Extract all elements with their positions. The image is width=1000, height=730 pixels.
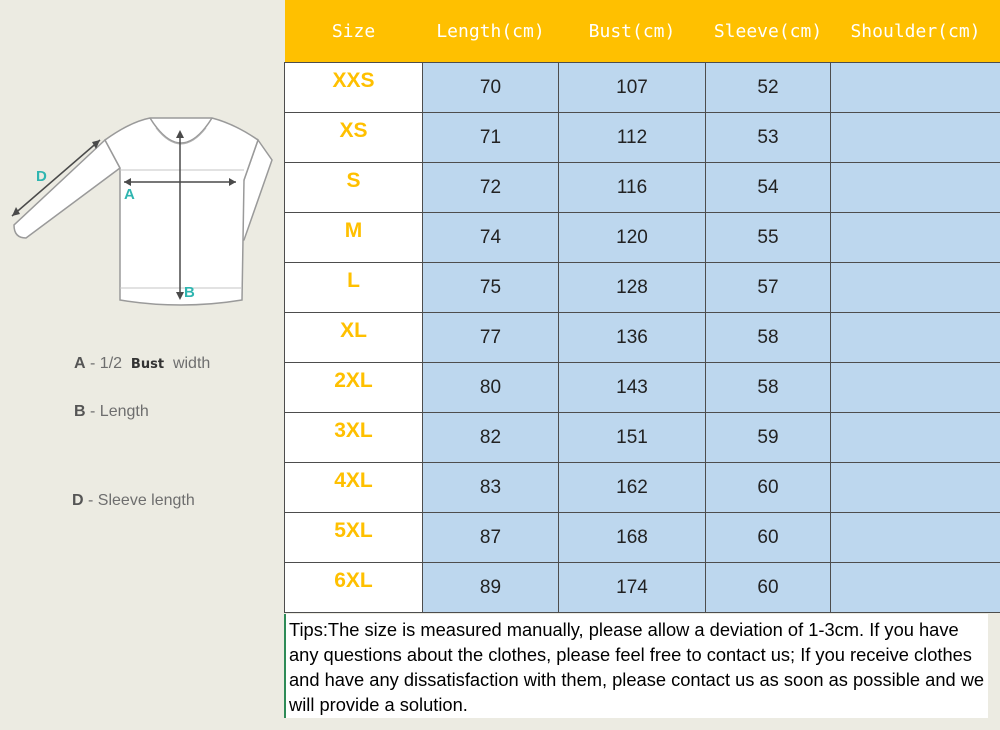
label-b: B [184, 284, 195, 301]
size-label: 6XL [285, 563, 423, 613]
label-a: A [124, 186, 135, 203]
sleeve-value: 54 [706, 163, 831, 213]
sleeve-value: 58 [706, 363, 831, 413]
table-row [285, 363, 1000, 413]
table-row [285, 263, 1000, 313]
table-header-row [285, 0, 1000, 63]
size-label: 5XL [285, 513, 423, 563]
length-value: 74 [423, 213, 559, 263]
bust-value: 120 [559, 213, 706, 263]
legend-key: A [74, 355, 86, 372]
sleeve-value: 59 [706, 413, 831, 463]
bust-value: 143 [559, 363, 706, 413]
length-value: 72 [423, 163, 559, 213]
legend-text: - 1/2 [90, 355, 123, 372]
table-row [285, 313, 1000, 363]
table-row [285, 563, 1000, 613]
sleeve-value: 60 [706, 463, 831, 513]
bust-value: 162 [559, 463, 706, 513]
header-length: Length(cm) [423, 0, 559, 63]
length-value: 75 [423, 263, 559, 313]
shoulder-value [831, 413, 1000, 463]
shoulder-value [831, 563, 1000, 613]
label-d: D [36, 168, 47, 185]
length-value: 83 [423, 463, 559, 513]
size-label: M [285, 213, 423, 263]
table-row [285, 63, 1000, 113]
shoulder-value [831, 63, 1000, 113]
shoulder-value [831, 163, 1000, 213]
bust-value: 128 [559, 263, 706, 313]
bust-value: 168 [559, 513, 706, 563]
table-row [285, 513, 1000, 563]
legend-key: D [72, 492, 84, 509]
bust-value: 116 [559, 163, 706, 213]
length-value: 71 [423, 113, 559, 163]
table-row [285, 213, 1000, 263]
sleeve-value: 60 [706, 513, 831, 563]
legend-bold-word: Bust [130, 357, 165, 372]
table-row [285, 413, 1000, 463]
size-label: 2XL [285, 363, 423, 413]
legend-text: - Length [90, 403, 149, 420]
length-value: 82 [423, 413, 559, 463]
shirt-diagram [0, 100, 284, 320]
header-sleeve: Sleeve(cm) [706, 0, 831, 63]
size-label: XXS [285, 63, 423, 113]
legend-text: width [172, 355, 211, 372]
size-label: L [285, 263, 423, 313]
tips-text: Tips:The size is measured manually, please allow a deviation of 1-3cm. If you have any questions about the clothes, please feel free to contact us; If you receive clothes and have any dissatisfaction with them, please contact us as soon as possible and we will provide a solution. [284, 614, 988, 718]
shoulder-value [831, 513, 1000, 563]
sleeve-value: 55 [706, 213, 831, 263]
table-body [285, 63, 1000, 613]
length-value: 80 [423, 363, 559, 413]
length-value: 89 [423, 563, 559, 613]
length-value: 87 [423, 513, 559, 563]
legend-text: - Sleeve length [88, 492, 195, 509]
sleeve-value: 53 [706, 113, 831, 163]
sleeve-value: 58 [706, 313, 831, 363]
bust-value: 136 [559, 313, 706, 363]
table-row [285, 113, 1000, 163]
bust-value: 112 [559, 113, 706, 163]
shirt-left-sleeve [14, 140, 120, 238]
header-size: Size [285, 0, 423, 63]
legend-length [74, 403, 149, 421]
header-shoulder: Shoulder(cm) [831, 0, 1000, 63]
shoulder-value [831, 213, 1000, 263]
table-row [285, 463, 1000, 513]
size-label: 3XL [285, 413, 423, 463]
shirt-body [105, 118, 258, 305]
shoulder-value [831, 313, 1000, 363]
sleeve-value: 57 [706, 263, 831, 313]
size-label: 4XL [285, 463, 423, 513]
bust-value: 151 [559, 413, 706, 463]
shoulder-value [831, 113, 1000, 163]
shoulder-value [831, 363, 1000, 413]
length-value: 70 [423, 63, 559, 113]
sleeve-value: 60 [706, 563, 831, 613]
legend-key: B [74, 403, 86, 420]
size-chart-table [284, 0, 1000, 613]
size-label: S [285, 163, 423, 213]
length-value: 77 [423, 313, 559, 363]
size-label: XL [285, 313, 423, 363]
legend-sleeve-length [72, 492, 195, 510]
size-label: XS [285, 113, 423, 163]
sleeve-value: 52 [706, 63, 831, 113]
measurement-guide [0, 0, 284, 730]
table-row [285, 163, 1000, 213]
bust-value: 107 [559, 63, 706, 113]
bust-value: 174 [559, 563, 706, 613]
shoulder-value [831, 463, 1000, 513]
shoulder-value [831, 263, 1000, 313]
legend-bust-width [74, 355, 210, 373]
header-bust: Bust(cm) [559, 0, 706, 63]
